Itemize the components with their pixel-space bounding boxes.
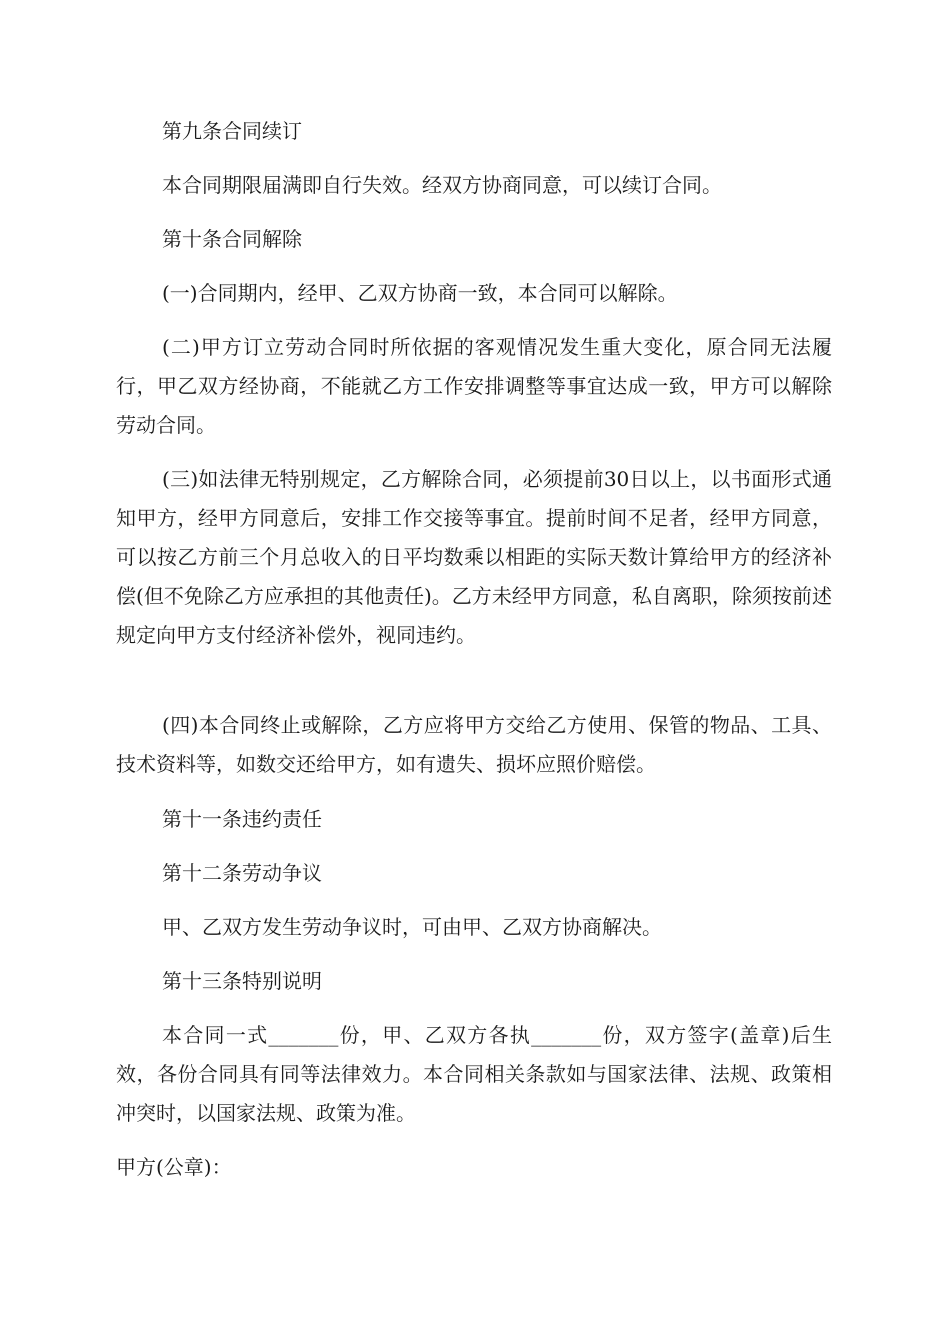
article-12-body: 甲、乙双方发生劳动争议时，可由甲、乙双方协商解决。 <box>162 915 662 939</box>
article-12-heading: 第十二条劳动争议 <box>162 861 322 885</box>
party-a-seal-label: 甲方(公章)： <box>116 1155 232 1179</box>
article-10-clause-3: (三)如法律无特别规定，乙方解除合同，必须提前30日以上，以书面形式通知甲方，经甲方同意后，安排工作交接等事宜。提前时间不足者，经甲方同意，可以按乙方前三个月总收入的日平均数乘以相距的实际天数计算给甲方的经济补偿(但不免除乙方应承担的其他责任)。乙方未经甲方同意，私自离职，除须按前述规定向甲方支付经济补偿外，视同违约。 <box>116 467 832 647</box>
article-13-heading: 第十三条特别说明 <box>162 969 322 993</box>
article-9-body: 本合同期限届满即自行失效。经双方协商同意，可以续订合同。 <box>162 173 722 197</box>
article-10-clause-4: (四)本合同终止或解除，乙方应将甲方交给乙方使用、保管的物品、工具、技术资料等，如数交还给甲方，如有遗失、损坏应照价赔偿。 <box>116 713 832 776</box>
article-10-heading: 第十条合同解除 <box>162 227 302 251</box>
article-10-clause-1: (一)合同期内，经甲、乙双方协商一致，本合同可以解除。 <box>162 281 678 305</box>
article-11-heading: 第十一条违约责任 <box>162 807 322 831</box>
article-10-clause-2: (二)甲方订立劳动合同时所依据的客观情况发生重大变化，原合同无法履行，甲乙双方经协商，不能就乙方工作安排调整等事宜达成一致，甲方可以解除劳动合同。 <box>116 335 832 437</box>
article-9-heading: 第九条合同续订 <box>162 119 302 143</box>
article-13-body: 本合同一式_______份，甲、乙双方各执_______份，双方签字(盖章)后生效，各份合同具有同等法律效力。本合同相关条款如与国家法律、法规、政策相冲突时，以国家法规、政策为准。 <box>116 1023 832 1125</box>
